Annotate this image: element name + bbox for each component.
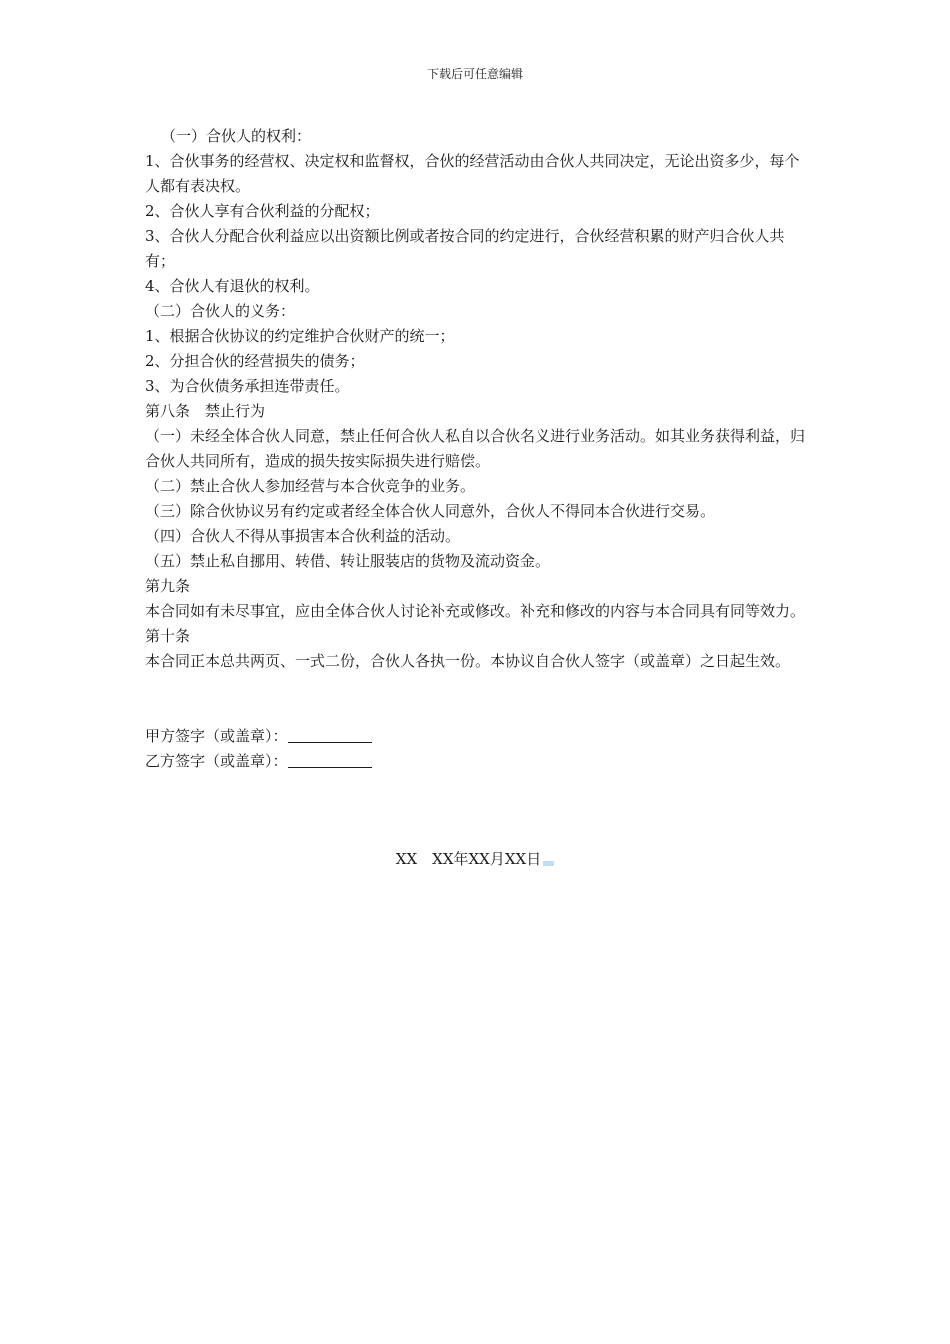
spacer (145, 674, 810, 724)
paragraph: 2、分担合伙的经营损失的债务； (145, 352, 365, 370)
paragraph: 本合同如有未尽事宜，应由全体合伙人讨论补充或修改。补充和修改的内容与本合同具有同等效力。 (145, 602, 806, 620)
paragraph: 3、为合伙债务承担连带责任。 (145, 377, 350, 395)
paragraph: （四）合伙人不得从事损害本合伙利益的活动。 (145, 527, 461, 545)
paragraph: 2、合伙人享有合伙利益的分配权； (145, 202, 380, 220)
party-a-signature-line (145, 724, 810, 749)
document-body (145, 124, 810, 774)
text-cursor-mark (543, 861, 554, 866)
date-line (0, 848, 950, 870)
section-partner-obligations-heading: （二）合伙人的义务： (145, 302, 296, 320)
article-8-heading: 第八条 禁止行为 (145, 402, 266, 420)
party-b-signature-label: 乙方签字（或盖章）： (145, 752, 288, 770)
article-10-heading: 第十条 (145, 627, 191, 645)
page-header: 下载后可任意编辑 (426, 67, 523, 81)
paragraph: 1、根据合伙协议的约定维护合伙财产的统一； (145, 327, 455, 345)
section-partner-rights-heading: （一）合伙人的权利： (161, 127, 312, 145)
party-b-signature-blank (288, 751, 372, 768)
paragraph: （五）禁止私自挪用、转借、转让服装店的货物及流动资金。 (145, 552, 551, 570)
paragraph: 3、合伙人分配合伙利益应以出资额比例或者按合同的约定进行，合伙经营积累的财产归合伙人共有； (145, 227, 785, 270)
article-9-heading: 第九条 (145, 577, 191, 595)
party-a-signature-blank (288, 726, 372, 743)
paragraph: （一）未经全体合伙人同意，禁止任何合伙人私自以合伙名义进行业务活动。如其业务获得利益，归合伙人共同所有，造成的损失按实际损失进行赔偿。 (145, 427, 806, 470)
party-a-signature-label: 甲方签字（或盖章）： (145, 727, 288, 745)
paragraph: 4、合伙人有退伙的权利。 (145, 277, 320, 295)
paragraph: （二）禁止合伙人参加经营与本合伙竞争的业务。 (145, 477, 476, 495)
paragraph: 本合同正本总共两页、一式二份，合伙人各执一份。本协议自合伙人签字（或盖章）之日起生效。 (145, 652, 791, 670)
party-b-signature-line (145, 749, 810, 774)
date-text: XX XX年XX月XX日 (395, 850, 542, 868)
paragraph: （三）除合伙协议另有约定或者经全体合伙人同意外，合伙人不得同本合伙进行交易。 (145, 502, 716, 520)
paragraph: 1、合伙事务的经营权、决定权和监督权，合伙的经营活动由合伙人共同决定，无论出资多少，每个人都有表决权。 (145, 152, 800, 195)
